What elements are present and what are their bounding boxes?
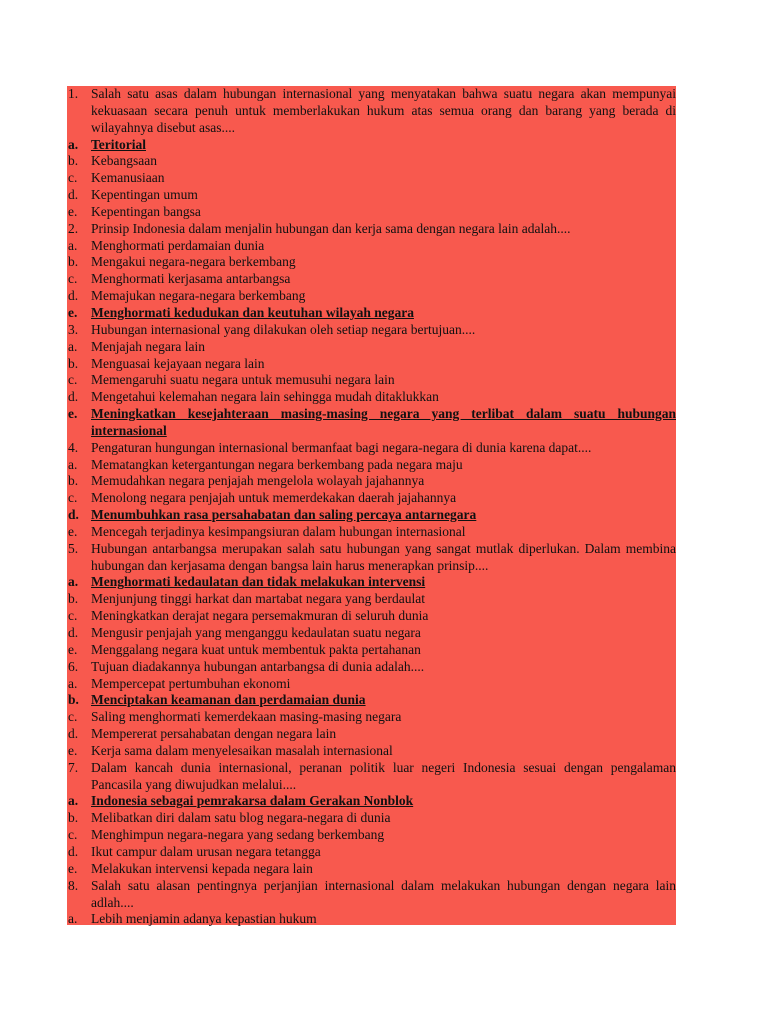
option-text: Mengetahui kelemahan negara lain sehingga mudah ditaklukkan (91, 389, 439, 405)
option-text: Menghimpun negara-negara yang sedang berkembang (91, 827, 385, 843)
option-letter: a. (68, 793, 79, 809)
answer-option (67, 288, 676, 305)
option-letter: e. (68, 742, 78, 758)
option-text: Kepentingan umum (91, 187, 198, 203)
answer-option (67, 490, 676, 507)
option-text: Menghormati kedudukan dan keutuhan wilayah negara (91, 304, 414, 320)
question-number: 6. (68, 658, 79, 674)
option-letter: e. (68, 406, 78, 422)
option-letter: e. (68, 523, 78, 539)
question-item (67, 541, 676, 575)
option-text: Meningkatkan kesejahteraan masing-masing negara yang terlibat dalam suatu hubungan internasional (91, 406, 676, 438)
option-letter: b. (68, 473, 79, 489)
answer-option (67, 709, 676, 726)
option-letter: c. (68, 271, 78, 287)
question-number: 4. (68, 439, 79, 455)
option-text: Kerja sama dalam menyelesaikan masalah internasional (91, 742, 393, 758)
option-text: Memajukan negara-negara berkembang (91, 288, 306, 304)
option-text: Kemanusiaan (91, 170, 165, 186)
option-text: Menggalang negara kuat untuk membentuk pakta pertahanan (91, 641, 421, 657)
answer-option (67, 187, 676, 204)
question-text: Hubungan internasional yang dilakukan oleh setiap negara bertujuan.... (91, 321, 476, 337)
option-letter: d. (68, 843, 79, 859)
answer-option (67, 743, 676, 760)
option-letter: b. (68, 591, 79, 607)
option-text: Mempercepat pertumbuhan ekonomi (91, 675, 291, 691)
option-letter: a. (68, 911, 78, 927)
option-letter: a. (68, 237, 78, 253)
answer-option-correct (67, 507, 676, 524)
answer-option (67, 524, 676, 541)
answer-option-correct (67, 692, 676, 709)
question-list (67, 86, 676, 928)
option-text: Menjunjung tinggi harkat dan martabat negara yang berdaulat (91, 591, 426, 607)
option-text: Menolong negara penjajah untuk memerdekakan daerah jajahannya (91, 490, 457, 506)
option-text: Lebih menjamin adanya kepastian hukum (91, 911, 317, 927)
option-text: Menghormati kedaulatan dan tidak melakukan intervensi (91, 574, 426, 590)
answer-option (67, 911, 676, 928)
question-item (67, 659, 676, 676)
question-item (67, 322, 676, 339)
question-number: 7. (68, 759, 79, 775)
option-letter: a. (68, 338, 78, 354)
option-text: Memudahkan negara penjajah mengelola wolayah jajahannya (91, 473, 425, 489)
option-letter: b. (68, 810, 79, 826)
option-letter: d. (68, 389, 79, 405)
question-item (67, 86, 676, 137)
option-letter: d. (68, 726, 79, 742)
option-letter: b. (68, 254, 79, 270)
option-text: Menghormati perdamaian dunia (91, 237, 265, 253)
option-text: Kebangsaan (91, 153, 157, 169)
question-text: Tujuan diadakannya hubungan antarbangsa di dunia adalah.... (91, 658, 425, 674)
question-item (67, 221, 676, 238)
option-letter: d. (68, 507, 79, 523)
option-letter: a. (68, 574, 79, 590)
option-letter: d. (68, 187, 79, 203)
option-text: Melakukan intervensi kepada negara lain (91, 860, 313, 876)
option-letter: a. (68, 456, 78, 472)
option-text: Indonesia sebagai pemrakarsa dalam Gerakan Nonblok (91, 793, 414, 809)
answer-option-correct (67, 137, 676, 154)
option-text: Menjajah negara lain (91, 338, 205, 354)
option-text: Mempererat persahabatan dengan negara lain (91, 726, 337, 742)
question-number: 5. (68, 540, 79, 556)
option-letter: c. (68, 827, 78, 843)
question-number: 3. (68, 321, 79, 337)
option-letter: a. (68, 675, 78, 691)
question-text: Hubungan antarbangsa merupakan salah satu hubungan yang sangat mutlak diperlukan. Dalam membina hubungan dan kerjasama dengan bangsa lain harus menerapkan prinsip.... (91, 540, 676, 573)
option-text: Mencegah terjadinya kesimpangsiuran dalam hubungan internasional (91, 523, 466, 539)
question-text: Salah satu asas dalam hubungan internasional yang menyatakan bahwa suatu negara akan mempunyai kekuasaan secara penuh untuk memberlakukan hukum atas semua orang dan barang yang berada di wilayahnya disebut asas.... (91, 86, 676, 135)
answer-option (67, 810, 676, 827)
answer-option (67, 254, 676, 271)
question-item (67, 878, 676, 912)
answer-option (67, 238, 676, 255)
question-text: Dalam kancah dunia internasional, peranan politik luar negeri Indonesia sesuai dengan pengalaman Pancasila yang diwujudkan melalui.... (91, 759, 676, 792)
option-letter: c. (68, 372, 78, 388)
option-text: Teritorial (91, 136, 146, 152)
option-letter: e. (68, 641, 78, 657)
option-text: Meningkatkan derajat negara persemakmuran di seluruh dunia (91, 608, 429, 624)
answer-option (67, 642, 676, 659)
answer-option-correct (67, 793, 676, 810)
question-item (67, 440, 676, 457)
answer-option (67, 170, 676, 187)
option-letter: e. (68, 860, 78, 876)
answer-option (67, 676, 676, 693)
answer-option (67, 591, 676, 608)
option-text: Ikut campur dalam urusan negara tetangga (91, 843, 321, 859)
answer-option (67, 339, 676, 356)
answer-option-correct (67, 574, 676, 591)
option-letter: d. (68, 625, 79, 640)
option-letter: c. (68, 709, 78, 725)
option-text: Melibatkan diri dalam satu blog negara-negara di dunia (91, 810, 391, 826)
question-number: 8. (68, 877, 79, 893)
option-letter: b. (68, 153, 79, 169)
option-letter: a. (68, 136, 79, 152)
answer-option (67, 726, 676, 743)
answer-option (67, 356, 676, 373)
option-text: Memengaruhi suatu negara untuk memusuhi negara lain (91, 372, 395, 388)
option-letter: d. (68, 288, 79, 304)
option-letter: b. (68, 355, 79, 371)
option-letter: b. (68, 692, 79, 708)
option-letter: e. (68, 304, 78, 320)
option-letter: e. (68, 203, 78, 219)
question-text: Salah satu alasan pentingnya perjanjian internasional dalam melakukan hubungan dengan negara lain adlah.... (91, 877, 676, 910)
question-number: 2. (68, 220, 79, 236)
answer-option (67, 457, 676, 474)
question-number: 1. (68, 86, 79, 101)
question-text: Prinsip Indonesia dalam menjalin hubungan dan kerja sama dengan negara lain adalah.... (91, 220, 571, 236)
answer-option (67, 271, 676, 288)
answer-option (67, 844, 676, 861)
option-letter: c. (68, 170, 78, 186)
option-text: Menghormati kerjasama antarbangsa (91, 271, 291, 287)
answer-option-correct (67, 406, 676, 440)
answer-option (67, 389, 676, 406)
answer-option (67, 861, 676, 878)
answer-option (67, 473, 676, 490)
answer-option (67, 372, 676, 389)
question-text: Pengaturan hungungan internasional bermanfaat bagi negara-negara di dunia karena dapat.... (91, 439, 592, 455)
option-text: Mengusir penjajah yang menganggu kedaulatan suatu negara (91, 625, 421, 640)
option-letter: c. (68, 608, 78, 624)
answer-option (67, 153, 676, 170)
option-text: Mengakui negara-negara berkembang (91, 254, 296, 270)
question-item (67, 760, 676, 794)
answer-option (67, 827, 676, 844)
answer-option-correct (67, 305, 676, 322)
option-text: Kepentingan bangsa (91, 203, 201, 219)
option-letter: c. (68, 490, 78, 506)
option-text: Mematangkan ketergantungan negara berkembang pada negara maju (91, 456, 463, 472)
answer-option (67, 204, 676, 221)
option-text: Menguasai kejayaan negara lain (91, 355, 265, 371)
option-text: Menciptakan keamanan dan perdamaian dunia (91, 692, 366, 708)
option-text: Saling menghormati kemerdekaan masing-masing negara (91, 709, 402, 725)
answer-option (67, 608, 676, 625)
option-text: Menumbuhkan rasa persahabatan dan saling percaya antarnegara (91, 507, 477, 523)
answer-option (67, 625, 676, 642)
